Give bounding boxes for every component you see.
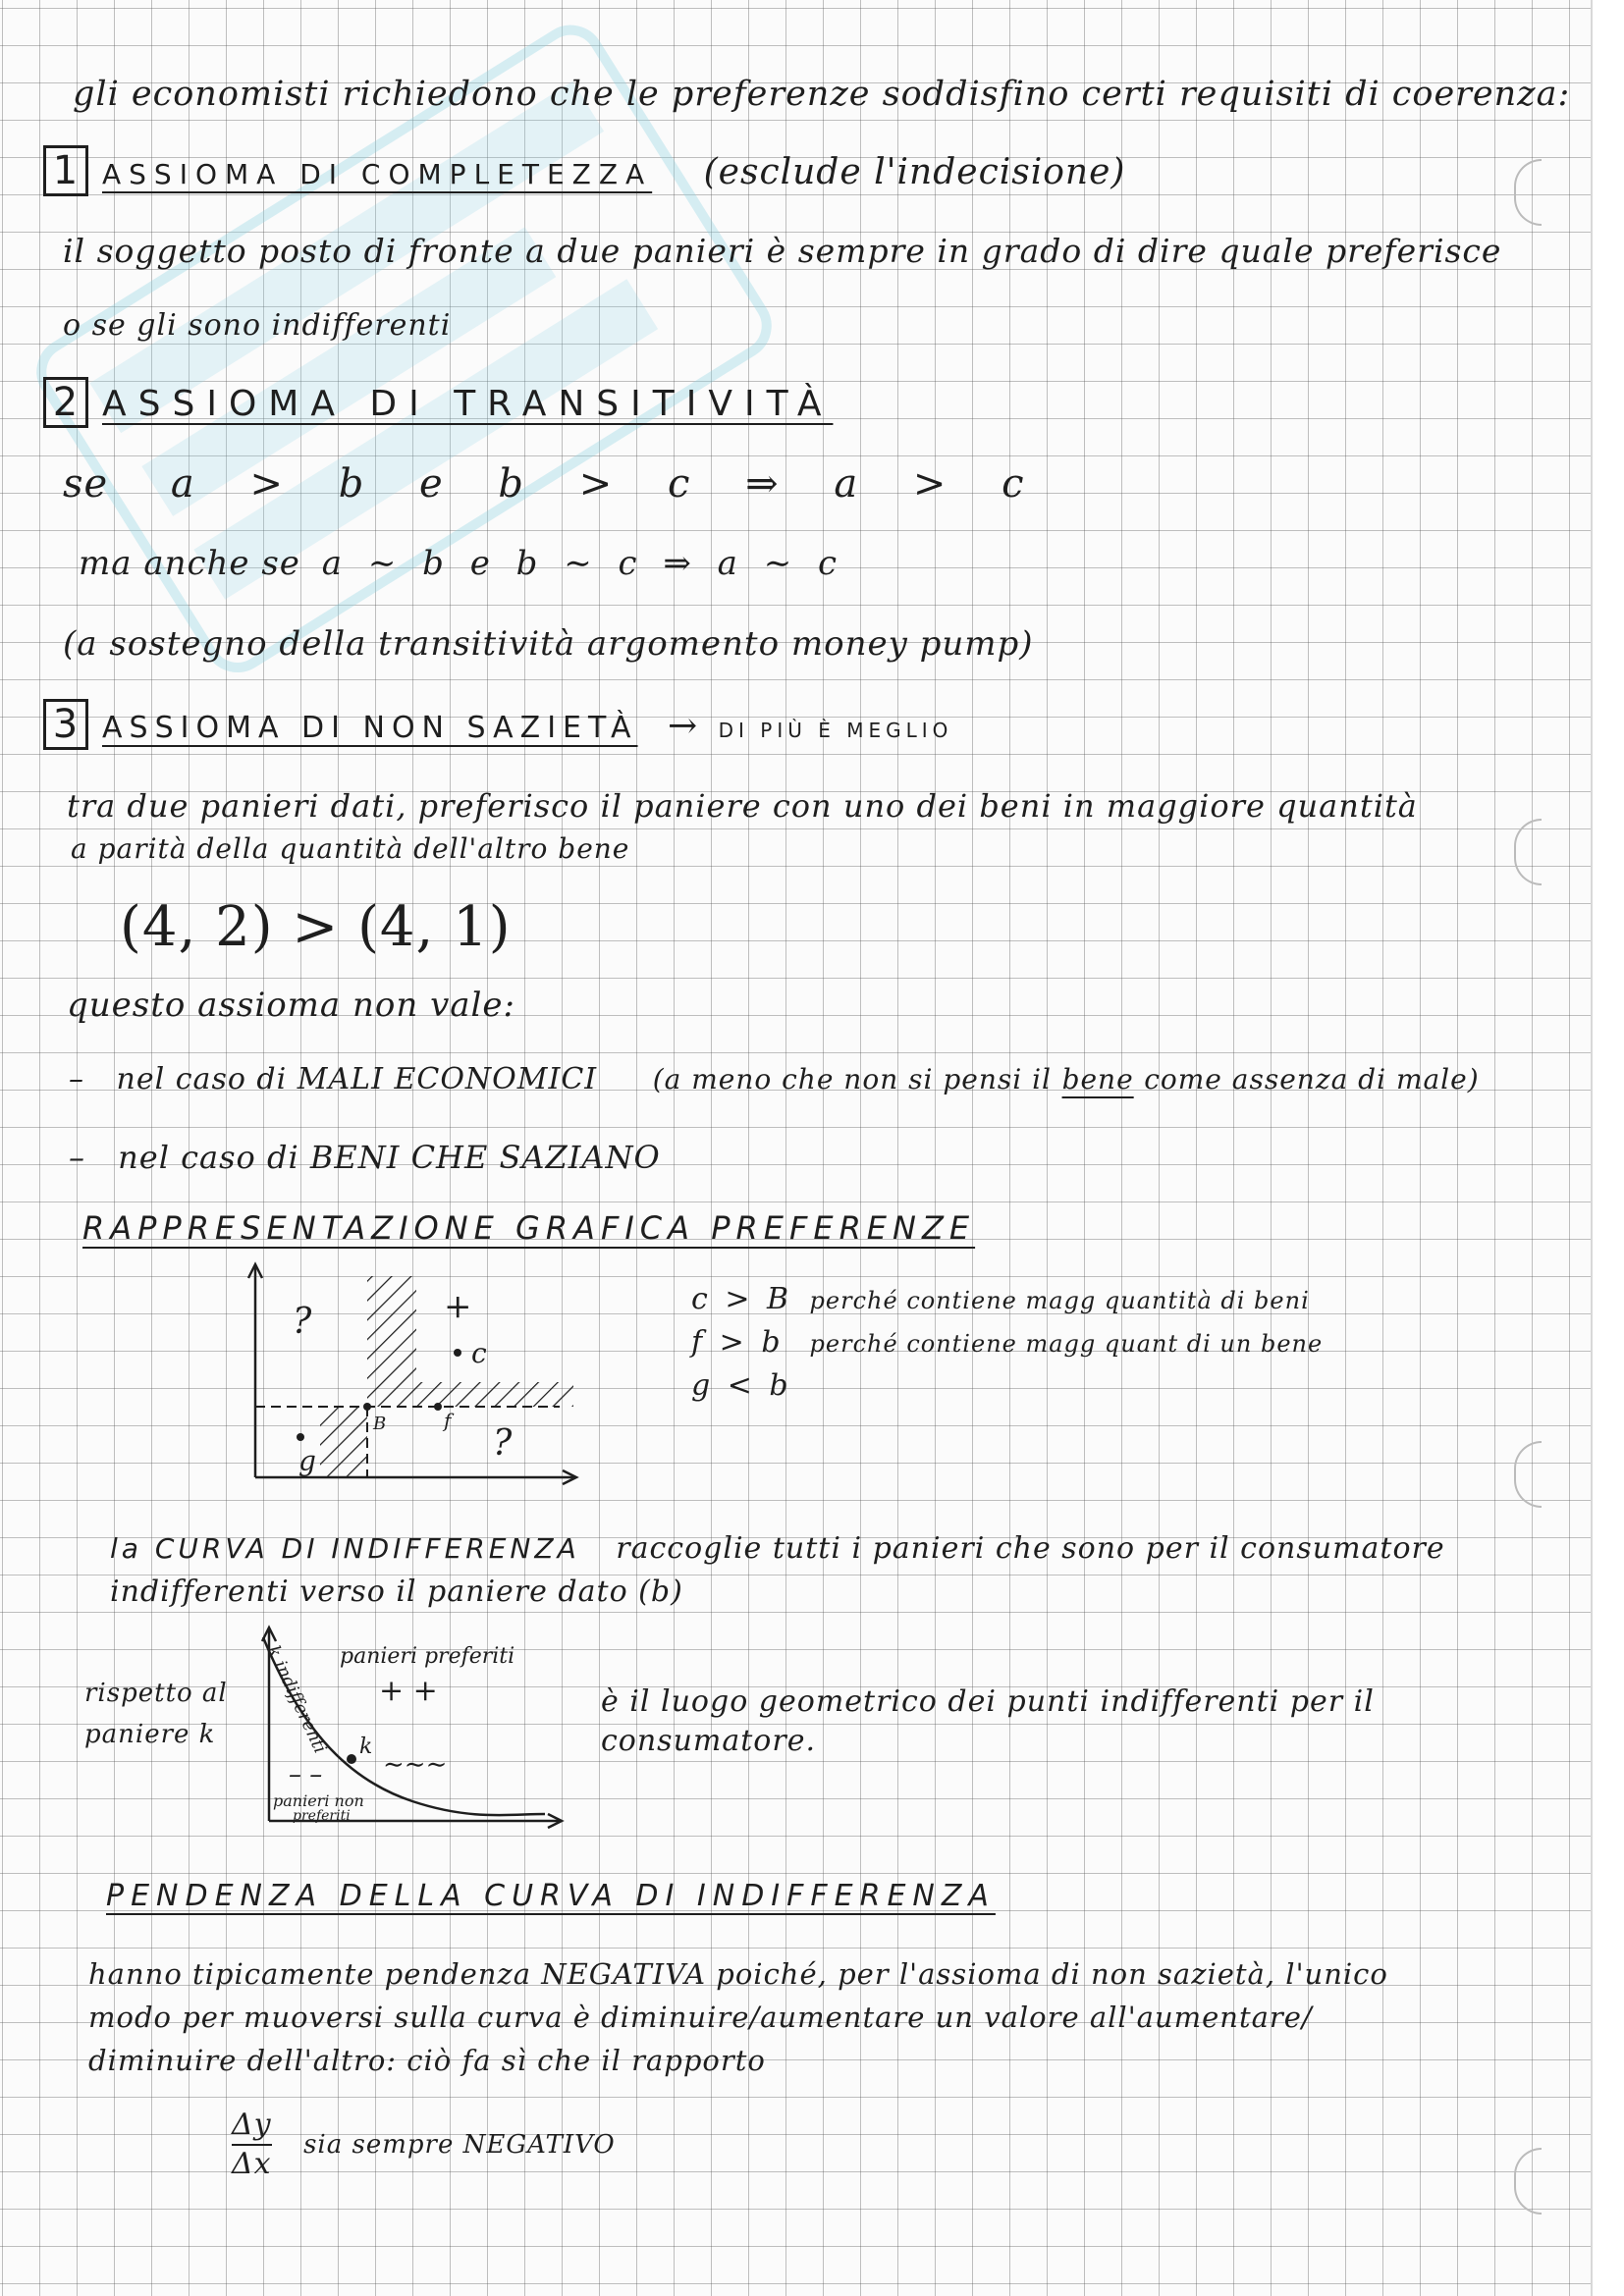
graph-label-f: f [444, 1409, 452, 1432]
indifference-title: la CURVA DI INDIFFERENZA [110, 1532, 580, 1565]
axiom3-exception1-row [69, 1062, 1480, 1096]
not-preferred-1: panieri non [273, 1791, 364, 1810]
axiom2-note: (a sostegno della transitività argomento money pump) [63, 624, 1034, 664]
legend-reason: perché contiene magg quantità di beni [809, 1287, 1310, 1314]
exception1-note-c: come assenza di male) [1144, 1063, 1480, 1095]
axiom1-title: ASSIOMA DI COMPLETEZZA [102, 158, 653, 190]
axiom2-number: 2 [43, 377, 88, 428]
graph-section-title: RAPPRESENTAZIONE GRAFICA PREFERENZE [82, 1209, 976, 1247]
axiom1-number: 1 [43, 145, 88, 196]
not-preferred-2: preferiti [293, 1808, 351, 1824]
graph-label-g: g [298, 1445, 316, 1477]
page-right-edge [1591, 0, 1624, 2296]
graph-q2: ? [493, 1423, 513, 1464]
axiom2-formula1: a > b e b > c ⇒ a > c [170, 461, 1046, 507]
worse-region-hatch [320, 1407, 367, 1477]
slope-numerator: Δy [232, 2107, 272, 2146]
axiom3-number: 3 [43, 699, 88, 750]
axiom3-text1: tra due panieri dati, preferisco il paniere con uno dei beni in maggiore quantità [67, 787, 1418, 825]
binder-hole [1514, 159, 1542, 226]
point-k [347, 1754, 356, 1764]
graph-label-b: B [373, 1414, 387, 1434]
axiom3-text2: a parità della quantità dell'altro bene [71, 832, 630, 865]
slope-result: sia sempre NEGATIVO [303, 2130, 616, 2160]
side-label-1: rispetto al [84, 1679, 228, 1708]
curve-label: k indifferenti [262, 1642, 331, 1757]
legend-row [691, 1282, 1323, 1325]
slope-text3: diminuire dell'altro: ciò fa sì che il rapporto [88, 2044, 766, 2077]
axiom3-exceptions-intro: questo assioma non vale: [67, 986, 516, 1025]
axiom2-heading [43, 377, 833, 428]
binder-hole [1514, 1441, 1542, 1508]
legend-row [691, 1325, 1323, 1368]
intro-line: gli economisti richiedono che le preferenze soddisfino certi requisiti di coerenza: [73, 75, 1571, 114]
indifference-line1 [110, 1531, 1445, 1566]
legend-rel: f > b [691, 1325, 785, 1360]
axiom2-title: ASSIOMA DI TRANSITIVITÀ [102, 384, 834, 424]
definition2: consumatore. [601, 1724, 816, 1758]
point-g [297, 1433, 304, 1441]
legend-rel: c > B [691, 1282, 793, 1316]
legend-rel: g < b [691, 1368, 792, 1403]
exception1-dash: – [69, 1062, 84, 1096]
tilde-marks: ∼∼∼ [383, 1750, 448, 1780]
slope-ratio [232, 2107, 616, 2183]
preferred-region-hatch [367, 1276, 416, 1407]
slope-title: PENDENZA DELLA CURVA DI INDIFFERENZA [106, 1879, 996, 1913]
axiom1-text2: o se gli sono indifferenti [63, 308, 452, 343]
slope-denominator: Δx [232, 2147, 272, 2181]
preferred-label: panieri preferiti [340, 1644, 515, 1669]
graph-plus: + [444, 1287, 472, 1326]
legend-row [691, 1368, 1323, 1412]
plus-marks: + + [379, 1674, 438, 1708]
graph-legend [691, 1282, 1323, 1412]
axiom3-example: (4, 2) > (4, 1) [120, 895, 512, 959]
indifference-text1: raccoglie tutti i panieri che sono per il consumatore [616, 1531, 1445, 1566]
axiom3-heading [43, 699, 952, 750]
point-b [363, 1403, 371, 1411]
graph-q1: ? [293, 1302, 312, 1342]
exception1-note-a: (a meno che non si pensi il [652, 1063, 1053, 1095]
slope-fraction [232, 2107, 272, 2183]
preferred-strip-hatch [416, 1382, 573, 1407]
axiom2-formula2-prefix: ma anche se [79, 544, 300, 583]
axiom2-formula1-prefix: se [63, 461, 109, 507]
axiom3-title: ASSIOMA DI NON SAZIETÀ [102, 711, 638, 745]
slope-text2: modo per muoversi sulla curva è diminuire/aumentare un valore all'aumentare/ [88, 2001, 1313, 2034]
exception1-text: nel caso di MALI ECONOMICI [116, 1062, 598, 1096]
preference-graph [236, 1256, 599, 1492]
definition1: è il luogo geometrico dei punti indifferenti per il [601, 1684, 1375, 1719]
axiom3-arrow: → [667, 706, 699, 746]
exception2-text: nel caso di BENI CHE SAZIANO [118, 1139, 661, 1176]
axiom3-subtitle: DI PIÙ È MEGLIO [718, 719, 953, 742]
indifference-text2: indifferenti verso il paniere dato (b) [110, 1575, 683, 1609]
axiom1-heading [43, 145, 1125, 196]
binder-hole [1514, 2148, 1542, 2215]
axiom2-formula2: a ∼ b e b ∼ c ⇒ a ∼ c [321, 544, 845, 583]
axiom3-exception2-row [69, 1139, 661, 1176]
graph-label-c: c [471, 1337, 487, 1369]
axiom1-text1: il soggetto posto di fronte a due panieri è sempre in grado di dire quale preferisce [63, 232, 1502, 270]
indifference-graph [245, 1610, 569, 1845]
binder-hole [1514, 819, 1542, 885]
side-label-2: paniere k [84, 1720, 216, 1749]
axiom1-note: (esclude l'indecisione) [703, 152, 1126, 192]
exception2-dash: – [69, 1139, 85, 1176]
axiom2-formula2-row [79, 544, 844, 583]
minus-marks: – – [289, 1760, 323, 1789]
axiom2-formula1-row [63, 461, 1046, 507]
point-f [434, 1403, 442, 1411]
point-c [454, 1349, 461, 1357]
exception1-note-b: bene [1061, 1063, 1134, 1095]
point-label-k: k [359, 1735, 373, 1759]
legend-reason: perché contiene magg quant di un bene [809, 1330, 1324, 1358]
slope-text1: hanno tipicamente pendenza NEGATIVA poiché, per l'assioma di non sazietà, l'unico [88, 1957, 1388, 1991]
